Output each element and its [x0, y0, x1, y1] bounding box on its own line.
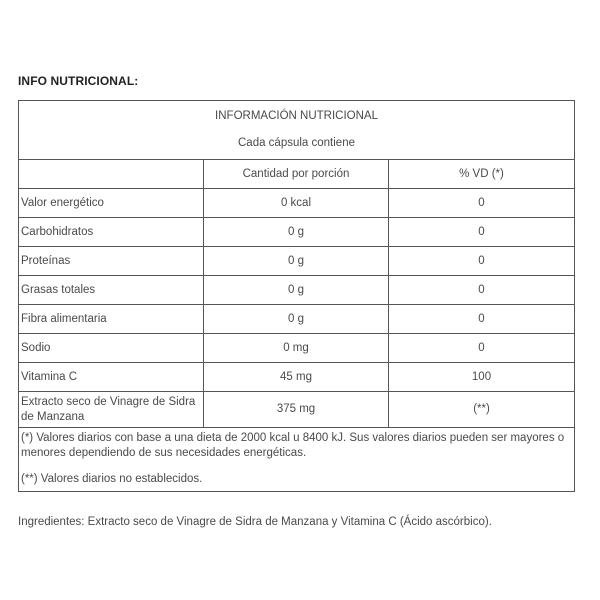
- footnote-not-established: (**) Valores diarios no establecidos.: [21, 473, 203, 485]
- nutrient-vd: 100: [389, 363, 575, 392]
- table-row: [19, 334, 575, 363]
- nutrient-vd: 0: [389, 334, 575, 363]
- table-row: [19, 392, 575, 428]
- nutrient-amount: 0 mg: [204, 334, 389, 363]
- table-subtitle: Cada cápsula contiene: [238, 137, 355, 149]
- nutrient-vd: 0: [389, 247, 575, 276]
- table-footnote-row: [19, 428, 575, 492]
- table-title-cell: [19, 101, 575, 160]
- nutrient-amount: 0 g: [204, 276, 389, 305]
- header-cell-amount: Cantidad por porción: [204, 160, 389, 189]
- nutrient-name: Carbohidratos: [19, 218, 204, 247]
- nutrient-name: Grasas totales: [19, 276, 204, 305]
- footnote-daily-values: (*) Valores diarios con base a una dieta de 2000 kcal u 8400 kJ. Sus valores diarios pueden ser mayores o menores dependiendo de sus necesidades energéticas.: [21, 432, 565, 459]
- nutrient-name: Extracto seco de Vinagre de Sidra de Manzana: [19, 392, 204, 428]
- nutrient-name: Proteínas: [19, 247, 204, 276]
- ingredients-text: Ingredientes: Extracto seco de Vinagre de Sidra de Manzana y Vitamina C (Ácido ascórbico).: [18, 516, 492, 528]
- table-row: [19, 363, 575, 392]
- nutrient-vd: (**): [389, 392, 575, 428]
- nutrient-name: Sodio: [19, 334, 204, 363]
- nutrient-amount: 0 kcal: [204, 189, 389, 218]
- header-cell-vd: % VD (*): [389, 160, 575, 189]
- table-row: [19, 305, 575, 334]
- nutrient-vd: 0: [389, 218, 575, 247]
- nutrient-amount: 0 g: [204, 305, 389, 334]
- nutrition-table: [18, 100, 575, 492]
- table-row: [19, 189, 575, 218]
- nutrient-amount: 0 g: [204, 218, 389, 247]
- nutrient-vd: 0: [389, 305, 575, 334]
- header-cell-nutrient: [19, 160, 204, 189]
- footnote-cell: [19, 428, 575, 492]
- table-title: INFORMACIÓN NUTRICIONAL: [215, 110, 378, 122]
- nutrient-amount: 0 g: [204, 247, 389, 276]
- nutrient-name: Vitamina C: [19, 363, 204, 392]
- table-title-row: [19, 101, 575, 160]
- table-header-row: [19, 160, 575, 189]
- nutrient-amount: 375 mg: [204, 392, 389, 428]
- table-row: [19, 218, 575, 247]
- table-row: [19, 247, 575, 276]
- nutrient-vd: 0: [389, 189, 575, 218]
- nutrient-vd: 0: [389, 276, 575, 305]
- nutrient-amount: 45 mg: [204, 363, 389, 392]
- table-row: [19, 276, 575, 305]
- nutrient-name: Fibra alimentaria: [19, 305, 204, 334]
- page-heading: INFO NUTRICIONAL:: [18, 74, 139, 88]
- nutrient-name: Valor energético: [19, 189, 204, 218]
